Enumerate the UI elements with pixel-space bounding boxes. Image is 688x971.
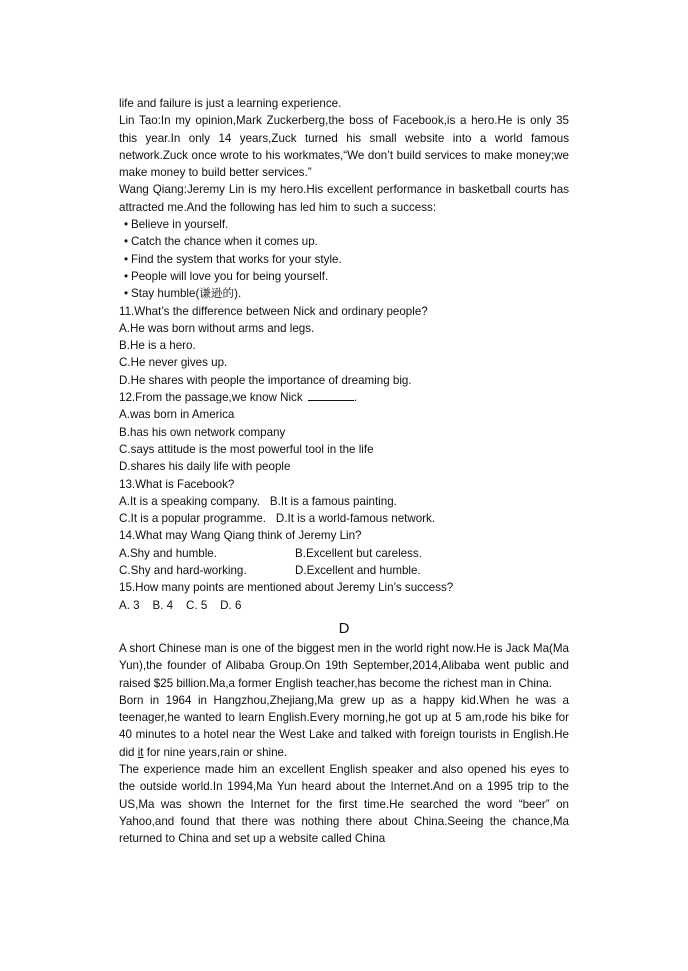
option-d: D.shares his daily life with people <box>119 460 291 474</box>
question-13 <box>119 476 569 528</box>
list-item: • Stay humble(谦逊的). <box>119 285 569 302</box>
bullet-icon: • <box>123 235 129 249</box>
option-a: A.Shy and humble. <box>119 546 217 560</box>
underlined-word: it <box>137 745 144 759</box>
option-a: A.It is a speaking company. <box>119 494 260 508</box>
option-c: C.It is a popular programme. <box>119 512 266 526</box>
answer-blank <box>308 389 354 401</box>
passage-d-paragraph-2: Born in 1964 in Hangzhou,Zhejiang,Ma grew up as a happy kid.When he was a teenager,he wanted to learn English.Every morning,he got up at 5 am,rode his bike for 40 minutes to a hotel near the West Lake and talked with foreign tourists in English.He did it for nine years,rain or shine. <box>119 693 569 759</box>
option-b: B.He is a hero. <box>119 339 196 353</box>
question-stem: 13.What is Facebook? <box>119 477 235 491</box>
option-c: C.He never gives up. <box>119 356 228 370</box>
question-stem: 15.How many points are mentioned about Jeremy Lin’s success? <box>119 581 454 595</box>
passage-d-paragraph-3: The experience made him an excellent English speaker and also opened his eyes to the outside world.In 1994,Ma Yun heard about the Internet.And on a 1995 trip to the US,Ma was shown the Internet for the first time.He searched the word “beer” on Yahoo,and found that there was nothing there about China.Seeing the chance,Ma returned to China and set up a website called China <box>119 762 569 846</box>
option-b: B.has his own network company <box>119 425 286 439</box>
bullet-icon: • <box>123 287 129 301</box>
option-d: D.Excellent and humble. <box>295 564 421 578</box>
success-points-list <box>119 216 569 302</box>
wang-qiang-paragraph: Wang Qiang:Jeremy Lin is my hero.His excellent performance in basketball courts has attracted me.And the following has led him to such a success: <box>119 183 569 214</box>
document-page <box>119 95 569 847</box>
options-row: A. 3 B. 4 C. 5 D. 6 <box>119 598 242 612</box>
question-12 <box>119 389 569 475</box>
option-c: C.Shy and hard-working. <box>119 564 247 578</box>
question-14 <box>119 527 569 579</box>
option-b: B.Excellent but careless. <box>295 546 422 560</box>
options-row <box>119 562 569 579</box>
passage-c-intro-line: life and failure is just a learning experience. <box>119 97 342 110</box>
option-b: B.It is a famous painting. <box>269 494 397 508</box>
question-15 <box>119 579 569 614</box>
list-item: • People will love you for being yourself. <box>119 268 569 285</box>
bullet-icon: • <box>123 252 129 266</box>
bullet-icon: • <box>123 269 129 283</box>
options-row <box>119 493 569 510</box>
bullet-icon: • <box>123 218 129 232</box>
options-row <box>119 510 569 527</box>
question-stem: 11.What’s the difference between Nick and ordinary people? <box>119 304 428 318</box>
lin-tao-paragraph: Lin Tao:In my opinion,Mark Zuckerberg,the boss of Facebook,is a hero.He is only 35 this year.In only 14 years,Zuck turned his small website into a world famous network.Zuck once wrote to his workmates,“We don’t build services to make money;we make money to build better services.” <box>119 114 569 180</box>
option-a: A.He was born without arms and legs. <box>119 321 315 335</box>
option-a: A.was born in America <box>119 408 235 422</box>
option-c: C.says attitude is the most powerful tool in the life <box>119 442 374 456</box>
list-item: • Find the system that works for your style. <box>119 251 569 268</box>
option-d: D.It is a world-famous network. <box>275 512 436 526</box>
list-item: • Catch the chance when it comes up. <box>119 233 569 250</box>
question-stem: 14.What may Wang Qiang think of Jeremy Lin? <box>119 529 362 543</box>
option-d: D.He shares with people the importance of dreaming big. <box>119 373 412 387</box>
options-row <box>119 545 569 562</box>
list-item: • Believe in yourself. <box>119 216 569 233</box>
passage-d-paragraph-1: A short Chinese man is one of the biggest men in the world right now.He is Jack Ma(Ma Yun),the founder of Alibaba Group.On 19th September,2014,Alibaba went public and raised $25 billion.Ma,a former English teacher,has become the richest man in China. <box>119 641 569 690</box>
section-heading-d: D <box>338 619 350 637</box>
question-11 <box>119 303 569 389</box>
question-stem: 12.From the passage,we know Nick . <box>119 391 358 405</box>
